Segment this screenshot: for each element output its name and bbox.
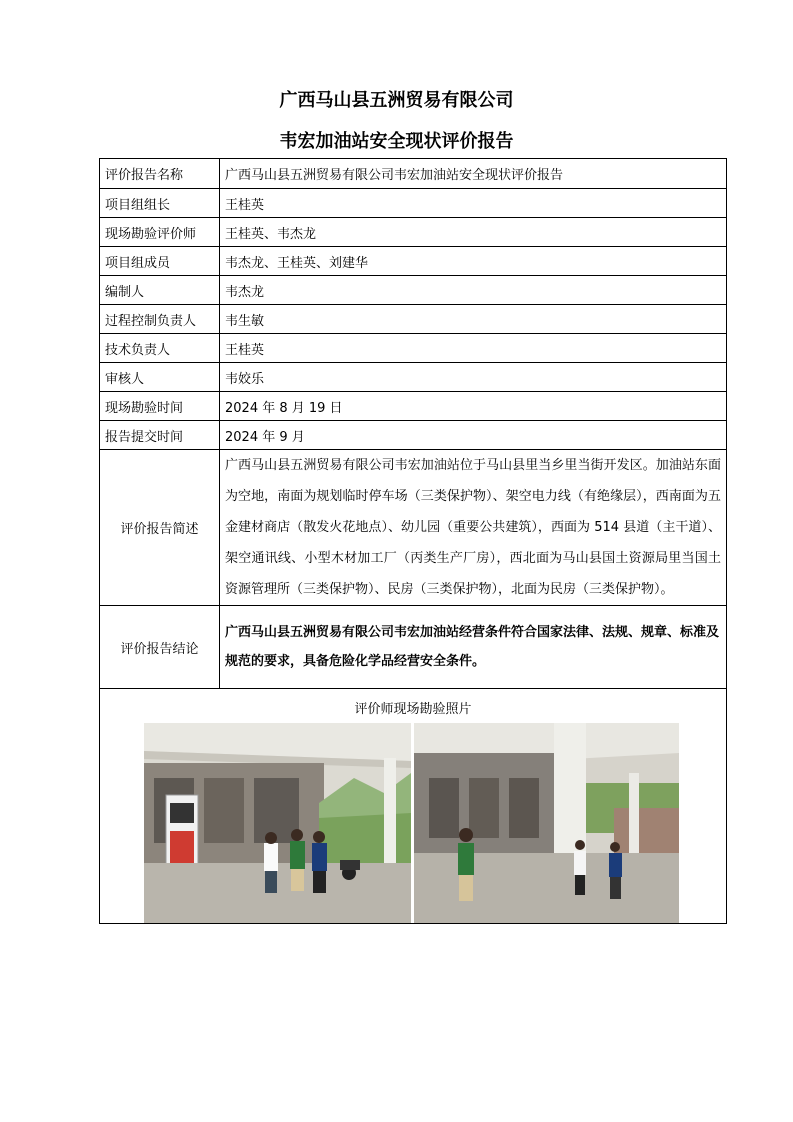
photo-cell <box>100 689 727 924</box>
row-label: 现场勘验时间 <box>100 392 220 421</box>
row-label: 现场勘验评价师 <box>100 218 220 247</box>
conclusion-label: 评价报告结论 <box>100 606 220 689</box>
row-value: 2024 年 9 月 <box>220 421 727 450</box>
table-row <box>100 276 727 305</box>
row-label: 编制人 <box>100 276 220 305</box>
row-label: 项目组成员 <box>100 247 220 276</box>
row-label: 技术负责人 <box>100 334 220 363</box>
company-title: 广西马山县五洲贸易有限公司 <box>279 90 514 111</box>
summary-row <box>100 450 727 606</box>
row-value: 王桂英 <box>220 334 727 363</box>
row-label: 过程控制负责人 <box>100 305 220 334</box>
table-row <box>100 247 727 276</box>
table-row <box>100 392 727 421</box>
table-row <box>100 159 727 189</box>
row-value: 2024 年 8 月 19 日 <box>220 392 727 421</box>
table-row <box>100 218 727 247</box>
photo-strip <box>100 723 726 923</box>
table-row <box>100 421 727 450</box>
row-value: 韦生敏 <box>220 305 727 334</box>
summary-text: 广西马山县五洲贸易有限公司韦宏加油站位于马山县里当乡里当街开发区。加油站东面为空地，南面为规划临时停车场（三类保护物）、架空电力线（有绝缘层），西南面为五金建材商店（散发火花地点）、幼儿园（重要公共建筑），西面为 514 县道（主干道）、架空通讯线、小型木材加工厂（丙类生产厂房），西北面为马山县国土资源局里当国土资源管理所（三类保护物）、民房（三类保护物），北面为民房（三类保护物）。 <box>220 450 727 606</box>
row-label: 评价报告名称 <box>100 159 220 189</box>
row-value: 王桂英 <box>220 189 727 218</box>
row-value: 韦杰龙 <box>220 276 727 305</box>
row-value: 韦杰龙、王桂英、刘建华 <box>220 247 727 276</box>
photo-row <box>100 689 727 924</box>
summary-label: 评价报告简述 <box>100 450 220 606</box>
site-inspection-photo <box>414 723 679 923</box>
row-label: 审核人 <box>100 363 220 392</box>
conclusion-text: 广西马山县五洲贸易有限公司韦宏加油站经营条件符合国家法律、法规、规章、标准及规范的要求，具备危险化学品经营安全条件。 <box>220 606 727 689</box>
table-row <box>100 334 727 363</box>
site-inspection-photo <box>144 723 411 923</box>
row-value: 广西马山县五洲贸易有限公司韦宏加油站安全现状评价报告 <box>220 159 727 189</box>
row-label: 报告提交时间 <box>100 421 220 450</box>
table-row <box>100 363 727 392</box>
conclusion-row <box>100 606 727 689</box>
report-info-table <box>99 158 727 924</box>
report-title: 韦宏加油站安全现状评价报告 <box>279 131 514 152</box>
photo-caption: 评价师现场勘验照片 <box>354 702 472 717</box>
table-row <box>100 189 727 218</box>
table-row <box>100 305 727 334</box>
row-value: 韦姣乐 <box>220 363 727 392</box>
row-value: 王桂英、韦杰龙 <box>220 218 727 247</box>
row-label: 项目组组长 <box>100 189 220 218</box>
